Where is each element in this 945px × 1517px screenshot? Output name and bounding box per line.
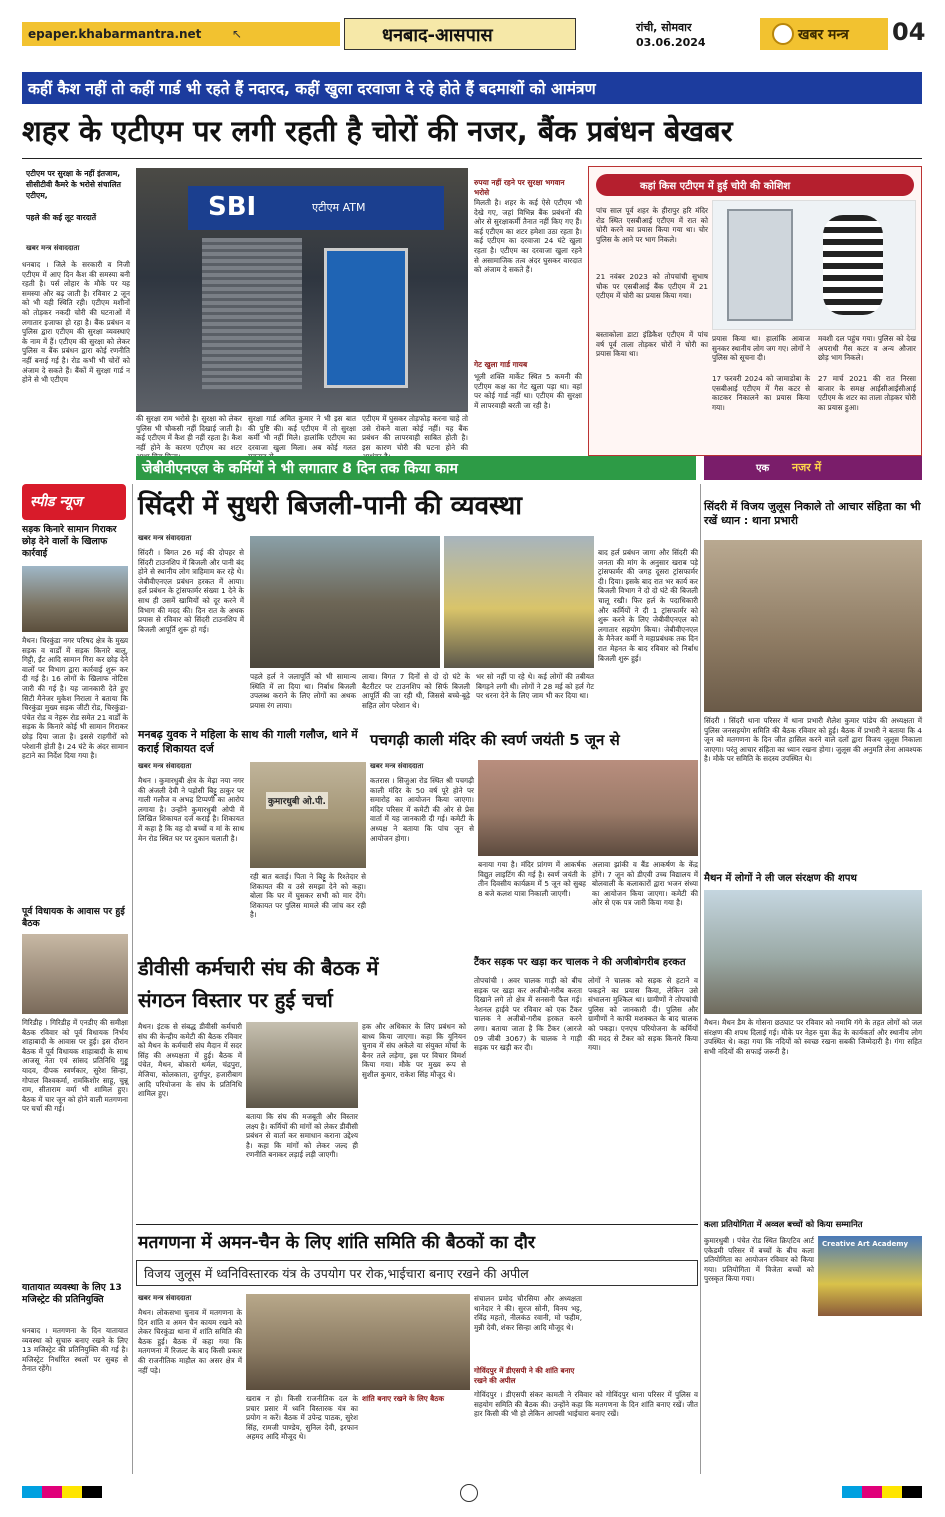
theft-text-3: बस्ताकोला डाटा इंडिकैश एटीएम में पांच वर्ष पूर्व ताला तोड़कर चोरों ने चोरी का प्रयास किया था। [596, 330, 708, 359]
divider [136, 1224, 698, 1225]
speed-t3: धनबाद । मतगणना के दिन यातायात व्यवस्था को सुचारु बनाए रखने के लिए 13 मजिस्ट्रेट की प्रतिनियुक्ति की गई है। मजिस्ट्रेट निर्धारित स्थलों पर सुबह से तैनात रहेंगे। [22, 1326, 128, 1374]
theft-text-4: प्रयास किया था। हालांकि आवाज सुनकर स्थानीय लोग जग गए। लोगों ने पुलिस को सूचना दी। [712, 334, 810, 363]
lead-col5: मिलती है। शहर के कई ऐसे एटीएम भी देखे गए, जहां विभिन्न बैंक प्रबंधनों की ओर से सुरक्षाकर्मी तैनात नहीं किए गए हैं। कई एटीएम का शटर हमेशा उठा रहता है। कई एटीएम का दरवाजा 24 घंटे खुला रहता है। एटीएम का दरवाजा खुला रहने से असामाजिक तत्व अंदर घुसकर वारदात को अंजाम दे सकते हैं। [474, 198, 582, 275]
green-strip-headline: जेबीवीएनएल के कर्मियों ने भी लगातार 8 दिन तक किया काम [142, 461, 458, 477]
atm-photo [136, 168, 468, 412]
lead-col5-sub1: रुपया नहीं रहने पर सुरक्षा भगवान भरोसे [474, 178, 565, 197]
atm-illustration-icon [727, 209, 793, 321]
manbad-headline: मनबढ़ युवक ने महिला के साथ की गाली गलौज, थाने में कराई शिकायत दर्ज [138, 728, 358, 755]
pachgarhi-t1: कतरास । सिजुआ रोड स्थित श्री पचगढ़ी काली मंदिर के 50 वर्ष पूरे होने पर समारोह का आयोजन किया जाएगा। मंदिर परिसर में कमेटी की ओर से प्रेस वार्ता में यह जानकारी दी गई। कमेटी के अध्यक्ष ने बताया कि पांच जून से आयोजन होगा। [370, 776, 474, 843]
matganana-sub2: गोविंदपुर में डीएसपी ने की शांति बनाए रखने की अपील [474, 1366, 575, 1385]
color-bar-left [22, 1486, 102, 1498]
dvc-t2: बताया कि संघ की मजबूती और विस्तार लक्ष्य है। कर्मियों की मांगों को लेकर डीवीसी प्रबंधन से वार्ता कर समाधान कराना उद्देश्य है। कहा कि मांगों को लेकर जल्द ही रणनीति बनाकर लड़ाई लड़ी जाएगी। [246, 1112, 358, 1160]
vijay-headline: सिंदरी में विजय जुलूस निकाले तो आचार संहिता का भी रखें ध्यान : थाना प्रभारी [704, 500, 921, 527]
thief-illustration-icon [823, 215, 883, 315]
lead-kicker: कहीं कैश नहीं तो कहीं गार्ड भी रहते हैं नदारद, कहीं खुला दरवाजा दे रहे होते हैं बदमाशों को आमंत्रण [28, 80, 596, 98]
lead-col2: की सुरक्षा राम भरोसे है। सुरक्षा को लेकर पुलिस भी चौकसी नहीं दिखाई जाती है। कई एटीएम में कैश ही नहीं रहता है। कैश नहीं होने के कारण एटीएम का शटर [136, 414, 242, 452]
matganana-t1: मैथन। लोकसभा चुनाव में मतगणना के दिन शांति व अमन चैन कायम रखने को लेकर चिरकुंडा थाना में शांति समिति की बैठक हुई। बैठक में कहा गया कि मतगणना में रिजल्ट के बाद किसी प्रकार की राजनीतिक माहौल का असर क्षेत्र में नहीं पड़े। [138, 1308, 242, 1375]
sindri-byline: खबर मन्त्र संवाददाता [138, 534, 192, 542]
atm-machine [324, 248, 408, 388]
speed-t2: गिरिडीह । गिरिडीह में एनडीए की समीक्षा बैठक रविवार को पूर्व विधायक निर्भय शाहाबादी के आवास पर हुई। इस दौरान बैठक में पूर्व विधायक शाहाबादी के साथ आजसू नेता एवं सांसद प्रतिनिधि गुड्डू यादव, दीपक स्वर्णकार, सुरेश सिन्हा, गोपाल विश्वकर्मा, रामकिशोर साहू, चुन्नू राम, सीताराम वर्मा भी शामिल हुए। बैठक में चार जून को होने वाली मतगणना पर चर्चा की गई। [22, 1018, 128, 1114]
speed-t1: मैथन। चिरकुंडा नगर परिषद क्षेत्र के मुख्य सड़क व वार्डों में सड़क किनारे बालू, गिट्टी, ईंट आदि सामान गिरा कर छोड़ देने वालों पर विभाग द्वारा कार्रवाई शुरू कर दी गई है। 16 लोगों के खिलाफ नोटिस जारी की गई है। यह जानकारी देते हुए सिटी मैनेजर मुकेश निराला ने बताया कि चिरकुंडा मुख्य सड़क जीटी रोड, चिरकुंडा-पंचेत रोड व नेहरू रोड समेत 21 वार्डों के सड़क के किनारे कोई भी सामान गिराकर छोड़ दिया जाता है। इससे राहगीरों को परेशानी होती है। 24 घंटे के अंदर सामान हटाने का निर्देश दिया गया है। [22, 636, 128, 761]
lead-col4: एटीएम में घुसकर तोड़फोड़ करना चाहे तो उसे रोकने वाला कोई नहीं। यह बैंक प्रबंधन की लापरवाही साबित होती है। इस कारण चोरी की घटना होने की [362, 414, 468, 452]
lead-col1: धनबाद । जिले के सरकारी व निजी एटीएम में आए दिन कैश की समस्या बनी रहती है। पर्स लोहार के मौके पर यह समस्या और बढ़ जाती है। रविवार 2 जून को भी यही स्थिति रही। एटीएम मशीनों को तोड़कर नकदी चोरी की घटनाओं में लगातार इजाफा हो रहा है। बैंक प्रबंधन व पुलिस द्वारा एटीएम की सुरक्षा व्यवस्थाएं के नाम में हैं। एटीएम की सुरक्षा को लेकर पुलिस व बैंक प्रबंधन द्वारा कोई रणनीति नहीं बनाई गई है। रोड कभी भी चोरों को अंजाम दे सकते हैं। बैंकों में सुरक्षा गार्ड न होने से भी एटीएम [22, 260, 130, 385]
speed-h3: यातायात व्यवस्था के लिए 13 मजिस्ट्रेट की प्रतिनियुक्ति [22, 1282, 122, 1305]
lead-byline: खबर मन्त्र संवाददाता [26, 244, 80, 252]
matganana-t2: खराब न हो। किसी राजनीतिक दल के प्रचार प्रसार में ध्वनि विस्तारक यंत्र का प्रयोग न करें। बैठक में उपेन्द्र पाठक, सुरेश सिंह, रामजी पाण्डेय, सुनिल देवी, इरफान अहमद आदि मौजूद थे। [246, 1394, 358, 1442]
place-day: रांची, सोमवार [636, 21, 692, 34]
cursor-icon: ↖ [232, 27, 243, 41]
section-title: धनबाद-आसपास [382, 25, 493, 46]
vijay-h3: कला प्रतियोगिता में अव्वल बच्चों को किया सम्मानित [704, 1219, 863, 1229]
art-banner: Creative Art Academy [822, 1240, 909, 1248]
art-photo [818, 1236, 922, 1316]
page-number: 04 [892, 18, 926, 46]
matganana-byline: खबर मन्त्र संवाददाता [138, 1294, 192, 1302]
theft-box-title: कहां किस एटीएम में हुई चोरी की कोशिश [640, 181, 791, 192]
najar-label: नजर में [792, 461, 822, 474]
sindri-t5: बाद हर्ल प्रबंधन जागा और सिंदरी की जनता की मांग के अनुसार खराब पड़े ट्रांसफार्मर की जगह दूसरा ट्रांसफार्मर दी। दिया। इसके बाद रात भर कार्य कर बिजली विभाग ने दो दो घंटे की बिजली चालू रखी। फिर हर्ल के पदाधिकारी और कर्मियों ने दी 1 ट्रांसफार्मर को शुरू करने के लिए जेबीवीएनएल को लगातार सहयोग किया। जेबीवीएनएल के मैनेजर कर्मी ने महाप्रबंधक तक दिन रात मेहनत के बाद रविवार को निर्बाध बिजली शुरू हुई। [598, 548, 698, 663]
divider [22, 158, 922, 159]
speed-news-label: स्पीड न्यूज [30, 494, 83, 510]
theft-text-6: मवशी दल पहुंच गया। पुलिस को देख अपराधी गैस कटर व अन्य औजार छोड़ भाग निकले। [818, 334, 916, 363]
vijay-t3: कुमारधुबी । पंचेत रोड स्थित क्रिएटिव आर्ट एकेडमी परिसर में बच्चों के बीच कला प्रतियोगिता का आयोजन रविवार को किया गया। प्रतियोगिता में विजेता बच्चों को पुरस्कृत किया गया। [704, 1236, 814, 1284]
sindri-headline: सिंदरी में सुधरी बिजली-पानी की व्यवस्था [138, 491, 522, 521]
police-station-photo [250, 762, 366, 868]
dvc-headline-1: डीवीसी कर्मचारी संघ की बैठक में [138, 956, 379, 980]
sindri-t3: लाया। विगत 7 दिनों से दो दो घंटे के बैटरीटर पर टाउनशिप को सिर्फ बिजली आपूर्ति की जा रही थी, जिससे बच्चे-बूढ़े सहित लोग परेशान थे। [362, 672, 470, 710]
pachgarhi-photo [478, 760, 698, 856]
vijay-photo [704, 540, 922, 712]
vijay-t1: सिंदरी । सिंदरी थाना परिसर में थाना प्रभारी शैलेश कुमार पांडेय की अध्यक्षता में पुलिस जनसहयोग समिति की बैठक रविवार को हुई। बैठक में प्रभारी ने बताया कि 4 जून को मतगणना के दिन जीत हासिल करने वाले दलों द्वारा विजय जुलूस निकाला जाएगा। परंतु आचार संहिता का ध्यान रखना होगा। जुलूस की अनुमति लेना आवश्यक है। मौके पर समिति के सदस्य उपस्थित थे। [704, 716, 922, 764]
sindri-photo-2 [444, 536, 594, 668]
col-divider [132, 484, 133, 1474]
speed-h2: पूर्व विधायक के आवास पर हुई बैठक [22, 906, 125, 929]
theft-text-2: 21 नवंबर 2023 को तोपचांची सुभाष चौक पर एसबीआई बैंक एटीएम में 21 एटीएम में चोरी का प्रयास किया गया। [596, 272, 708, 301]
sindri-photo-1 [250, 536, 440, 668]
sindri-t2: पहले हर्ल ने जलापूर्ति को भी सामान्य स्थिति में ला दिया था। निर्बाध बिजली उपलब्ध कराने के लिए लोगों का अथक प्रयास रंग लाया। [250, 672, 356, 710]
theft-text-1: पांच साल पूर्व शहर के हीरापुर हरि मंदिर रोड स्थित एसबीआई एटीएम में रात को चोरी करने का प्रयास किया गया था। चोर पुलिस के आने पर भाग निकले। [596, 206, 708, 244]
police-station-sign: कुमारधुबी ओ.पी. [266, 792, 328, 809]
matganana-photo [246, 1294, 470, 1390]
lead-col5-sub2: गेट खुला गार्ड गायब [474, 360, 528, 369]
site-url[interactable]: epaper.khabarmantra.net [28, 27, 202, 41]
col-divider [700, 484, 701, 1474]
dvc-t3: हक और अधिकार के लिए प्रबंधन को बाध्य किया जाएगा। कहा कि यूनियन चुनाव में संघ अकेले या संयुक्त मोर्चा के बैनर तले लड़ेगा, इस पर विचार विमर्श किया गया। मौके पर मुख्य रूप से सुशील कुमार, राकेश सिंह मौजूद थे। [362, 1022, 466, 1079]
lead-col3: सुरक्षा गार्ड अमित कुमार ने भी इस बात की पुष्टि की। कई एटीएम में तो सुरक्षा कर्मी भी नहीं मिले। हालांकि एटीएम का दरवाजा खुला मिला। अब कोई गलत [248, 414, 356, 452]
dvc-photo [246, 1022, 358, 1108]
atm-thief-illustration [712, 200, 916, 330]
manbad-byline: खबर मन्त्र संवाददाता [138, 762, 192, 770]
lead-bullet-1: एटीएम पर सुरक्षा के नहीं इंतजाम, सीसीटीवी कैमरे के भरोसे संचालित एटीएम, [26, 169, 121, 200]
matganana-t4: गोविंदपुर । डीएसपी संकर कामती ने रविवार को गोविंदपुर थाना परिसर में पुलिस व सहयोग समिति की बैठक की। उन्होंने कहा कि मतगणना के दिन शांति बनाए रखें। जीत हार किसी की भी हो लेकिन आपसी भाईचारा बनाए रखें। [474, 1390, 698, 1419]
matganana-t3: संचालन प्रमोद चौरसिया और अध्यक्षता थानेदार ने की। सुरज सोनी, विनय भट्ट, रविंद्र महतो, नीलकंठ रवानी, मो फहीम, मुन्नी देवी, शंकर सिन्हा आदि मौजूद थे। [474, 1294, 582, 1332]
atm-shutter [202, 238, 302, 390]
dvc-t1: मैथन। इंटक से संबद्ध डीवीसी कर्मचारी संघ की केन्द्रीय कमेटी की बैठक रविवार को मैथन के कर्मचारी संघ मैदान में सदर सिंह की अध्यक्षता में हुई। बैठक में पंचेत, मैथन, बोकारो थर्मल, चंद्रपुरा, मेजिया, कोलकाता, दुर्गापुर, हजारीबाग आदि परियोजना के संघ के प्रतिनिधि शामिल हुए। [138, 1022, 242, 1099]
vijay-h2: मैथन में लोगों ने ली जल संरक्षण की शपथ [704, 873, 857, 884]
brand-name: खबर मन्त्र [798, 27, 849, 43]
color-bar-right [842, 1486, 922, 1498]
matganana-headline: मतगणना में अमन-चैन के लिए शांति समिति की बैठकों का दौर [138, 1233, 536, 1253]
theft-text-7: 27 मार्च 2021 की रात निरसा बाजार के समक्ष आईसीआईसीआई एटीएम के शटर का ताला तोड़कर चोरी का प्रयास हुआ। [818, 374, 916, 412]
tanker-headline: टैंकर सड़क पर खड़ा कर चालक ने की अजीबोगरीब हरकत [474, 957, 686, 968]
issue-date: 03.06.2024 [636, 36, 706, 49]
pachgarhi-byline: खबर मन्त्र संवाददाता [370, 762, 424, 770]
pachgarhi-t2: बनाया गया है। मंदिर प्रांगण में आकर्षक विद्युत लाइटिंग की गई है। स्वर्ण जयंती के तीन दिवसीय कार्यक्रम में 5 जून को सुबह 8 बजे कलश यात्रा निकाली जाएगी। [478, 860, 586, 898]
tanker-t2: लोगों ने चालक को सड़क से हटाने व पकड़ने का प्रयास किया, लेकिन उसे संभालना मुश्किल था। ग्रामीणों ने तोपचांची पुलिस को जानकारी दी। पुलिस और ग्रामीणों ने काफी मशक्कत के बाद चालक को पकड़ा। एनएच परियोजना के कर्मियों की मदद से टैंकर को सड़क किनारे किया गया। [588, 976, 698, 1053]
atm-sign-text: एटीएम ATM [312, 201, 366, 214]
pachgarhi-headline: पचगढ़ी काली मंदिर की स्वर्ण जयंती 5 जून से [370, 731, 620, 749]
lead-headline: शहर के एटीएम पर लगी रहती है चोरों की नजर, बैंक प्रबंधन बेखबर [22, 114, 733, 148]
lead-col5b: भूली शक्ति मार्केट स्थित 5 कमनी की एटीएम कक्ष का गेट खुला पड़ा था। वहां पर कोई गार्ड नहीं था। एटीएम की सुरक्षा में लापरवाही बरती जा रही है। [474, 372, 582, 410]
pachgarhi-t3: अलावा झांकी व बैंड आकर्षण के केंद्र होंगे। 7 जून को डीएवी उच्च विद्यालय में बोलवाली के कलाकारों द्वारा भजन संध्या का आयोजन किया जाएगा। कमेटी की ओर से एक पत्र जारी किया गया है। [592, 860, 698, 908]
speed-photo-2 [22, 934, 128, 1014]
speed-h1: सड़क किनारे सामान गिराकर छोड़ देने वालों के खिलाफ कार्रवाई [22, 524, 117, 559]
masthead-bar [0, 0, 945, 62]
jal-photo [704, 890, 922, 1014]
brand-logo-icon [772, 23, 794, 45]
manbad-t2: रही बात बताई। पिता ने बिट्टू के रिश्तेदार से शिकायत की व उसे समझा देने को कहा। बोला कि घर में घुसकर सभी को मार देंगे। शिकायत पर पुलिस मामले की जांच कर रही है। [250, 872, 366, 920]
matganana-sub: शांति बनाए रखने के लिए बैठक [362, 1394, 444, 1403]
sindri-t1: सिंदरी । बिगत 26 मई की दोपहर से सिंदरी टाउनशिप में बिजली और पानी बंद होने से स्थानीय लोग त्राहिमाम कर रहे थे। जेबीवीएनएल प्रबंधन हरकत में आया। हर्ल प्रबंधन के ट्रांसफार्मर संख्या 1 देने के साथ ही उसमें खामियों को दूर करने में विभाग की मदद की। दिन रात के अथक प्रयास से रविवार को सिंदरी टाउनशिप में बिजली आपूर्ति शुरू हो गई। [138, 548, 244, 634]
manbad-t1: मैथन । कुमारधुबी क्षेत्र के मेढ़ा नया नगर की अंजली देवी ने पड़ोसी बिट्टू ठाकुर पर गाली गलौज व अभद्र टिप्पणी का आरोप लगाया है। उन्होंने कुमारधुबी ओपी में लिखित शिकायत दर्ज कराई है। शिकायत में कहा है कि वह दो बच्चों व मां के साथ मेन रोड स्थित घर पर दुकान चलाती है। [138, 776, 244, 843]
lead-bullet-2: पहले की कई लूट वारदातें [26, 213, 97, 222]
registration-mark-icon [460, 1484, 478, 1502]
ek-label: एक [756, 463, 770, 474]
vijay-t2: मैथन। मैथन डैम के गोसना छठघाट पर रविवार को नमामि गंगे के तहत लोगों को जल संरक्षण की शपथ दिलाई गई। मौके पर नेहरु युवा केंद्र के कार्यकर्ता और स्थानीय लोग उपस्थित थे। कहा गया कि नदियों को स्वच्छ रखना सबकी जिम्मेदारी है। गंगा सहित सभी नदियों की सफाई जरूरी है। [704, 1018, 922, 1056]
tanker-t1: तोपचांची । अवर चालक गाड़ी को बीच सड़क पर खड़ा कर अजीबो-गरीब करता दिखाने लगे तो क्षेत्र में सनसनी फैल गई। नेशनल हाईवे पर रविवार को एक टैंकर चालक ने अजीबो-गरीब हरकत करने लगा। बताया जाता है कि टैंकर (आरजे 09 जीबी 3067) के चालक ने गाड़ी सड़क पर खड़ी कर दी। [474, 976, 582, 1053]
matganana-deck: विजय जुलूस में ध्वनिविस्तारक यंत्र के उपयोग पर रोक,भाईचारा बनाए रखने की अपील [144, 1266, 529, 1281]
sbi-logo: SBI [208, 192, 257, 222]
dvc-headline-2: संगठन विस्तार पर हुई चर्चा [138, 988, 333, 1012]
sindri-t4: भर सो नहीं पा रहे थे। कई लोगों की तबीयत बिगड़ने लगी थी। लोगों ने 28 मई को हर्ल गेट पर धरना देने के लिए जाम भी कर दिया था। [476, 672, 594, 701]
theft-text-5: 17 फरवरी 2024 को जामाडोबा के एसबीआई एटीएम में गैस कटर से काटकर निकालने का प्रयास किया गया। [712, 374, 810, 412]
speed-photo-1 [22, 566, 128, 632]
